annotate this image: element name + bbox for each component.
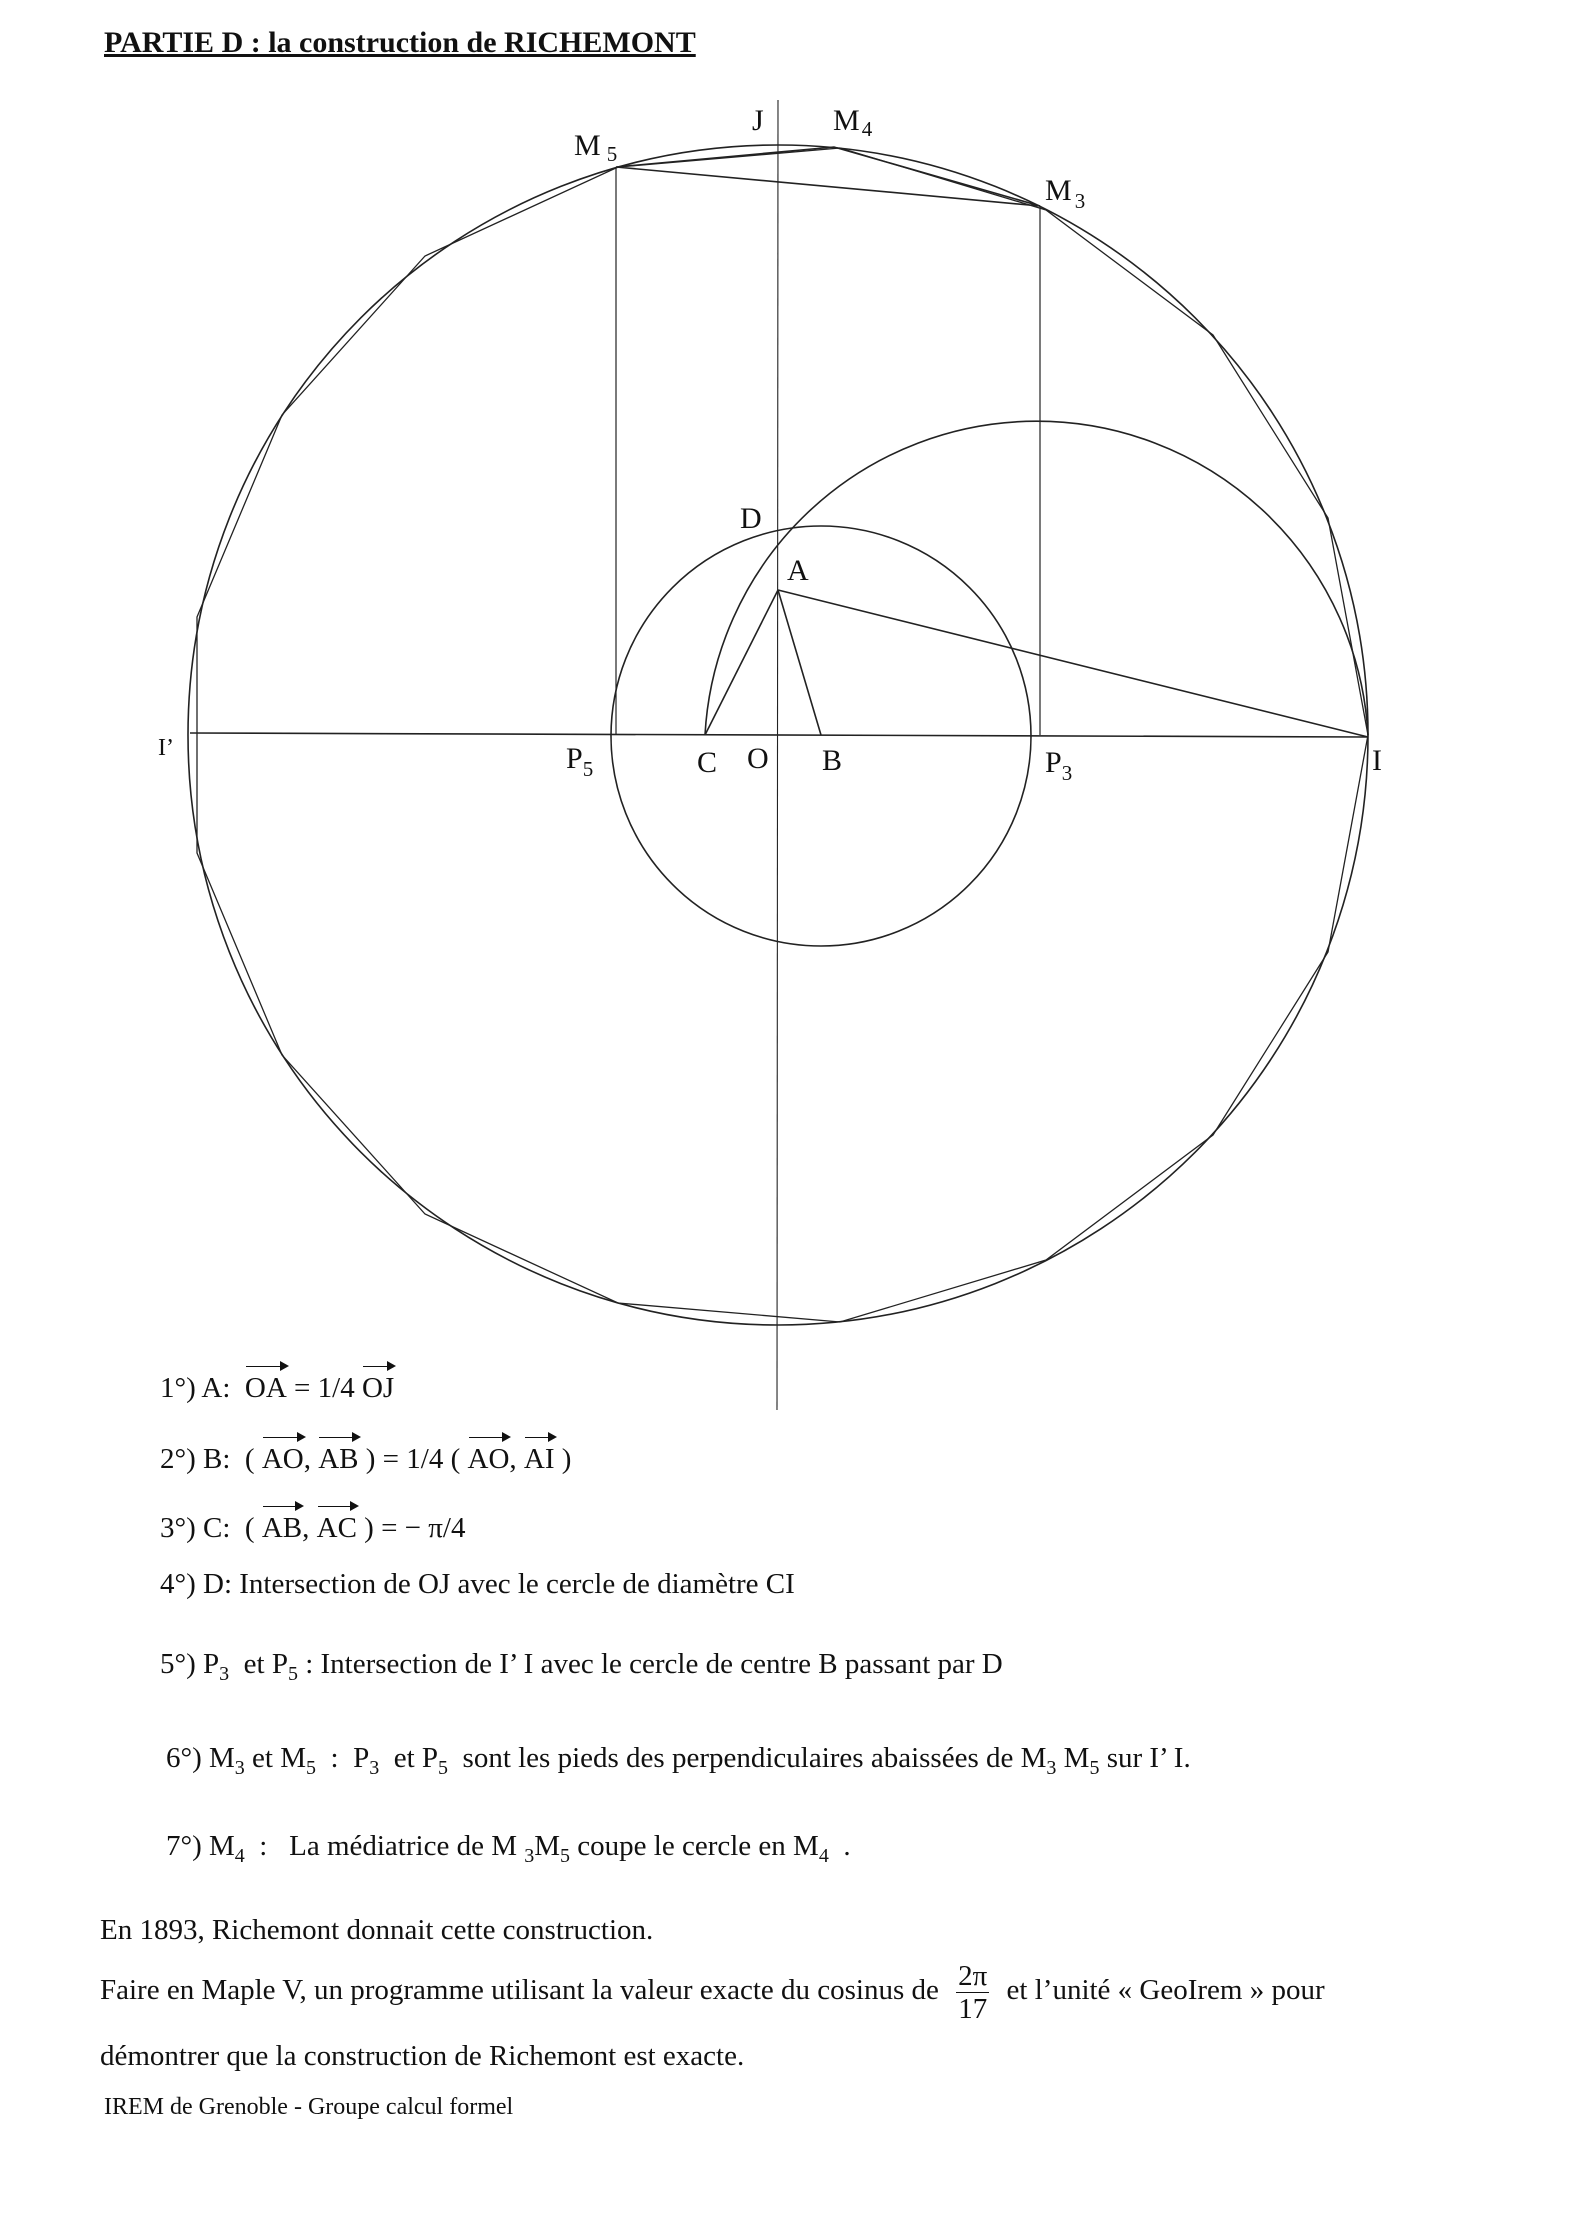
label-b: B — [822, 744, 843, 777]
body-line-2: Faire en Maple V, un programme utilisant la valeur exacte du cosinus de $\frac{2\pi}{17}$ et l’unité « GeoIrem » pour — [100, 1960, 1325, 2025]
step-4: 4°) D: Intersection de OJ avec le cercle de diamètre CI — [160, 1568, 795, 1600]
label-a: A — [787, 554, 809, 587]
step-6: 6°) $M_3$ et $M_5$ : $P_3$ et $P_5$ sont les pieds des perpendiculaires abaissées de $M_3$ $M_5$ sur I’ I. — [166, 1742, 1191, 1779]
page-title: PARTIE D : la construction de RICHEMONT — [104, 26, 696, 59]
m5-m4-m3 — [616, 147, 1040, 206]
axis-oj — [777, 100, 778, 1410]
label-d: D — [740, 502, 762, 535]
body-line-3: démontrer que la construction de Richemont est exacte. — [100, 2040, 745, 2072]
segment-ai — [778, 590, 1368, 737]
label-o: O — [747, 742, 769, 775]
vector-oa: OA — [244, 1372, 287, 1404]
richemont-construction-figure — [0, 90, 1569, 1430]
label-m5: M $_5$ — [574, 129, 618, 166]
label-c: C — [697, 746, 718, 779]
label-p5: $P_5$ — [566, 742, 594, 781]
label-j: J — [752, 104, 764, 137]
segment-ac — [705, 590, 778, 735]
step-1: 1°) A: OA = 1/4 OJ — [160, 1372, 395, 1404]
label-i: I — [1372, 744, 1382, 777]
label-m4: $M_4$ — [833, 104, 873, 141]
body-line-1: En 1893, Richemont donnait cette construction. — [100, 1914, 654, 1946]
axis-ii — [190, 733, 1368, 737]
vector-oj: OJ — [361, 1372, 395, 1404]
step-7: 7°) $M_4$ : La médiatrice de M $_3M_5$ coupe le cercle en $M_4$ . — [166, 1830, 851, 1867]
label-p3: $P_3$ — [1045, 746, 1073, 785]
label-i-prime: I’ — [158, 735, 174, 761]
fraction-2pi-17: $\frac{2\pi}{17}$ — [958, 1960, 988, 2025]
segment-ab — [778, 590, 821, 735]
footer: IREM de Grenoble - Groupe calcul formel — [104, 2094, 514, 2120]
step-2: 2°) B: ( AO, AB ) = 1/4 ( AO, AI ) — [160, 1443, 572, 1475]
step-3: 3°) C: ( AB, AC ) = − π/4 — [160, 1512, 466, 1544]
step-5: 5°) $P_3$ et $P_5$ : Intersection de I’ I avec le cercle de centre B passant par D — [160, 1648, 1003, 1685]
label-m3: M $_3$ — [1045, 174, 1086, 213]
